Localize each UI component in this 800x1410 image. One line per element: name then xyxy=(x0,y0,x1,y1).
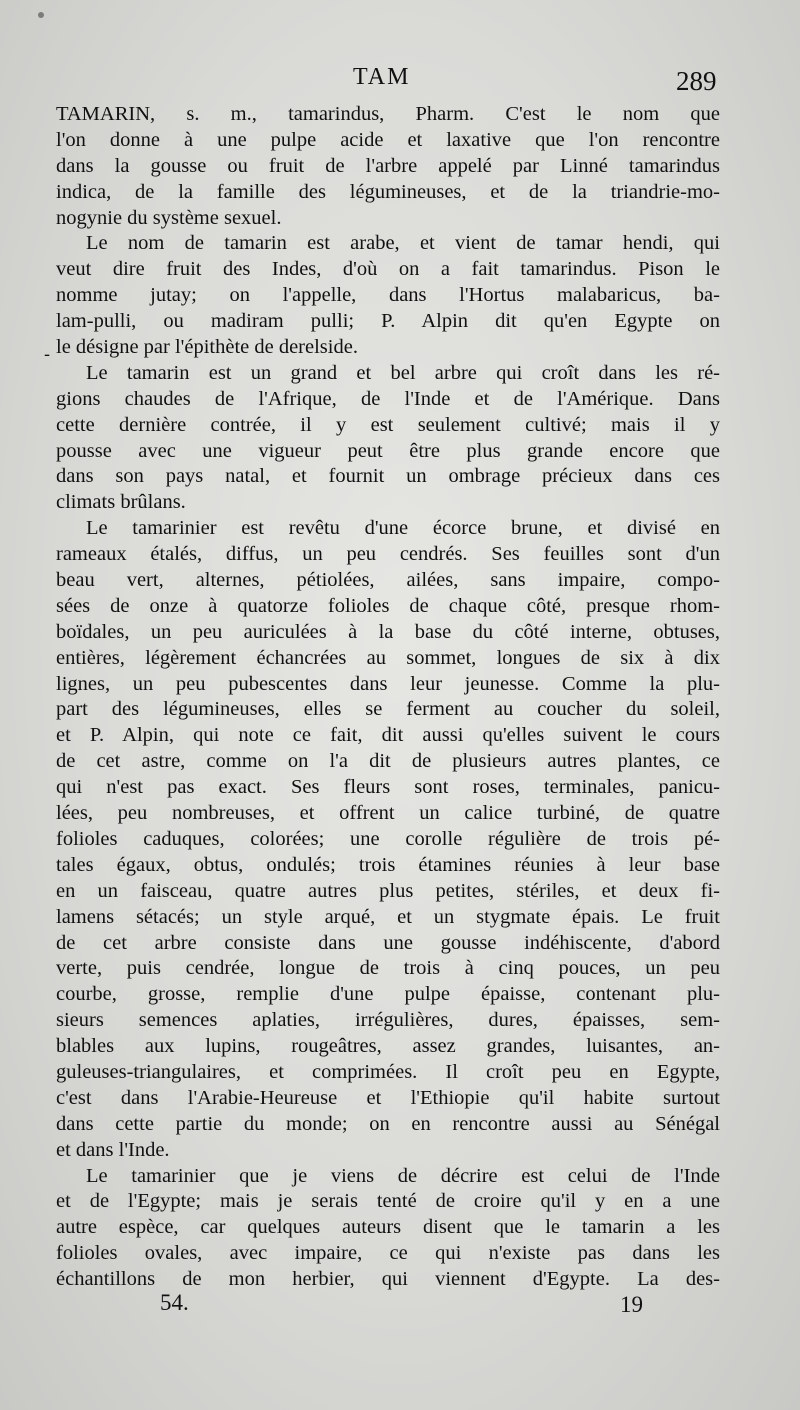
entry-text xyxy=(56,102,720,1293)
text-line: tales égaux, obtus, ondulés; trois étamines réunies à leur base xyxy=(56,853,720,876)
text-line: dans son pays natal, et fournit un ombrage précieux dans ces xyxy=(56,465,720,488)
text-line: courbe, grosse, remplie d'une pulpe épaisse, contenant plu- xyxy=(56,983,720,1006)
text-line: verte, puis cendrée, longue de trois à cinq pouces, un peu xyxy=(56,957,720,980)
text-line: le désigne par l'épithète de derelside. xyxy=(56,336,358,359)
text-line: part des légumineuses, elles se ferment au coucher du soleil, xyxy=(56,698,720,721)
text-line: échantillons de mon herbier, qui viennent d'Egypte. La des- xyxy=(56,1268,720,1291)
text-line: sées de onze à quatorze folioles de chaque côté, presque rhom- xyxy=(56,594,720,617)
text-line: climats brûlans. xyxy=(56,491,186,514)
text-line: Le nom de tamarin est arabe, et vient de tamar hendi, qui xyxy=(86,232,720,255)
text-line: cette dernière contrée, il y est seulement cultivé; mais il y xyxy=(56,413,720,436)
text-line: gions chaudes de l'Afrique, de l'Inde et de l'Amérique. Dans xyxy=(56,387,720,410)
text-line: sieurs semences aplaties, irrégulières, dures, épaisses, sem- xyxy=(56,1009,720,1032)
text-line: l'on donne à une pulpe acide et laxative que l'on rencontre xyxy=(56,128,720,151)
text-line: c'est dans l'Arabie-Heureuse et l'Ethiopie qu'il habite surtout xyxy=(56,1086,720,1109)
text-line: et de l'Egypte; mais je serais tenté de croire qu'il y en a une xyxy=(56,1190,720,1213)
text-line: de cet arbre consiste dans une gousse indéhiscente, d'abord xyxy=(56,931,720,954)
text-line: lignes, un peu pubescentes dans leur jeunesse. Comme la plu- xyxy=(56,672,720,695)
text-line: pousse avec une vigueur peut être plus grande encore que xyxy=(56,439,720,462)
text-line: rameaux étalés, diffus, un peu cendrés. Ses feuilles sont d'un xyxy=(56,543,720,566)
text-line: qui n'est pas exact. Ses fleurs sont roses, terminales, panicu- xyxy=(56,776,720,799)
text-line: beau vert, alternes, pétiolées, ailées, sans impaire, compo- xyxy=(56,569,720,592)
text-line: autre espèce, car quelques auteurs disent que le tamarin a les xyxy=(56,1216,720,1239)
text-line: entières, légèrement échancrées au sommet, longues de six à dix xyxy=(56,646,720,669)
page-header xyxy=(0,64,800,104)
text-line: dans cette partie du monde; on en rencontre aussi au Sénégal xyxy=(56,1112,720,1135)
text-line: et dans l'Inde. xyxy=(56,1138,170,1161)
text-line: lées, peu nombreuses, et offrent un calice turbiné, de quatre xyxy=(56,802,720,825)
text-line: lam-pulli, ou madiram pulli; P. Alpin dit qu'en Egypte on xyxy=(56,310,720,333)
ink-speck xyxy=(38,12,44,18)
sheet-number: 19 xyxy=(620,1292,643,1317)
text-line: Le tamarinier est revêtu d'une écorce brune, et divisé en xyxy=(86,517,720,540)
text-line: lamens sétacés; un style arqué, et un stygmate épais. Le fruit xyxy=(56,905,720,928)
text-line: indica, de la famille des légumineuses, et de la triandrie-mo- xyxy=(56,180,720,203)
text-line: Le tamarinier que je viens de décrire est celui de l'Inde xyxy=(86,1164,720,1187)
text-line: guleuses-triangulaires, et comprimées. Il croît peu en Egypte, xyxy=(56,1060,720,1083)
text-line: boïdales, un peu auriculées à la base du côté interne, obtuses, xyxy=(56,620,720,643)
text-line: dans la gousse ou fruit de l'arbre appelé par Linné tamarindus xyxy=(56,154,720,177)
text-line: de cet astre, comme on l'a dit de plusieurs autres plantes, ce xyxy=(56,750,720,773)
page-footer xyxy=(0,1290,800,1330)
text-line: folioles caduques, colorées; une corolle régulière de trois pé- xyxy=(56,827,720,850)
text-line: veut dire fruit des Indes, d'où on a fait tamarindus. Pison le xyxy=(56,258,720,281)
running-head: TAM xyxy=(353,64,411,90)
text-line: en un faisceau, quatre autres plus petites, stériles, et deux fi- xyxy=(56,879,720,902)
signature-mark: 54. xyxy=(160,1290,189,1315)
page-number: 289 xyxy=(676,66,717,96)
text-line: TAMARIN, s. m., tamarindus, Pharm. C'est le nom que xyxy=(56,103,720,125)
text-line: Le tamarin est un grand et bel arbre qui croît dans les ré- xyxy=(86,361,720,384)
text-line: nogynie du système sexuel. xyxy=(56,206,282,229)
text-line: blables aux lupins, rougeâtres, assez grandes, luisantes, an- xyxy=(56,1035,720,1058)
margin-mark: - xyxy=(44,344,51,365)
text-line: et P. Alpin, qui note ce fait, dit aussi qu'elles suivent le cours xyxy=(56,724,720,747)
text-line: folioles ovales, avec impaire, ce qui n'existe pas dans les xyxy=(56,1242,720,1265)
text-line: nomme jutay; on l'appelle, dans l'Hortus malabaricus, ba- xyxy=(56,284,720,307)
